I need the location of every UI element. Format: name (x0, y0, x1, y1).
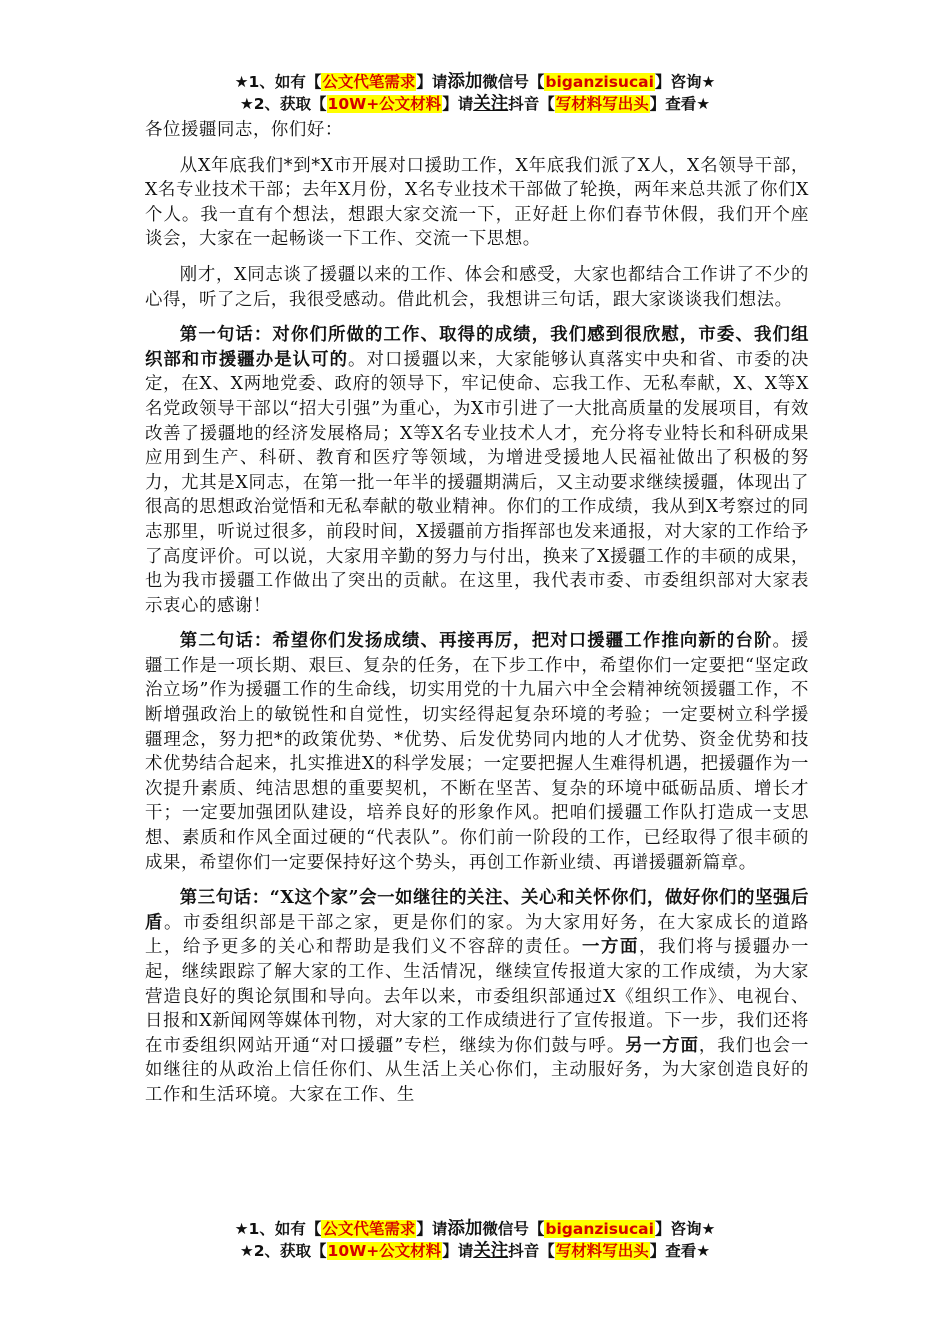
paragraph-intro: 从X年底我们*到*X市开展对口援助工作，X年底我们派了X人，X名领导干部，X名专业技术干部；去年X月份，X名专业技术干部做了轮换，两年来总共派了你们X个人。我一直有个想法，想跟大家交流一下，正好赶上你们春节休假，我们开个座谈会，大家在一起畅谈一下工作、交流一下思想。 (145, 155, 809, 250)
promo-text: 微信号【 (482, 1220, 545, 1238)
speech-body (145, 118, 809, 1119)
paragraph-first-point (145, 323, 809, 618)
on-other-hand: 另一方面 (625, 1035, 699, 1056)
promo-highlight: 公文代笔需求 (322, 1220, 416, 1238)
second-point-text: 。援疆工作是一项长期、艰巨、复杂的任务，在下步工作中，希望你们一定要把“坚定政治立场”作为援疆工作的生命线，切实用党的十九届六中全会精神统领援疆工作，不断增强政治上的敏锐性和自觉性，切实经得起复杂环境的考验；一定要树立科学援疆理念，努力把*的政策优势、*优势、后发优势同内地的人才优势、资金优势和技术优势结合起来，扎实推进X的科学发展；一定要把握人生难得机遇，把援疆作为一次提升素质、纯洁思想的重要契机，不断在坚苦、复杂的环境中砥砺品质、增长才干；一定要加强团队建设，培养良好的形象作风。把咱们援疆工作队打造成一支思想、素质和作风全面过硬的“代表队”。你们前一阶段的工作，已经取得了很丰硕的成果，希望你们一定要保持好这个势头，再创工作新业绩、再谱援疆新篇章。 (145, 631, 809, 873)
promo-text: ★2、获取【 (239, 1242, 327, 1260)
promo-douyin-id: 写材料写出头 (555, 1242, 649, 1260)
promo-line-1 (0, 71, 950, 93)
promo-text: 微信号【 (482, 73, 545, 91)
promo-highlight: 10W+公文材料 (327, 95, 442, 113)
paragraph-third-point (145, 886, 809, 1107)
first-point-heading: 第一句话：对你们所做的工作、取得的成绩，我们感到很欣慰，市委、我们组织部和市援疆办是认可的 (145, 325, 809, 370)
promo-text: 抖音【 (508, 1242, 555, 1260)
promo-text: ★2、获取【 (239, 95, 327, 113)
on-one-hand: 一方面 (582, 937, 639, 958)
promo-emphasis: 关注 (473, 1241, 509, 1261)
promo-highlight: 10W+公文材料 (327, 1242, 442, 1260)
third-point-text-c: ，我们也会一如继往的从政治上信任你们、从生活上关心你们，主动服好务，为大家创造良好的工作和生活环境。大家在工作、生 (145, 1035, 809, 1105)
promo-text: 】请 (442, 1242, 474, 1260)
third-point-text-b: ，我们将与援疆办一起，继续跟踪了解大家的工作、生活情况，继续宣传报道大家的工作成绩，为大家营造良好的舆论氛围和导向。去年以来，市委组织部通过X《组织工作》、电视台、日报和X新闻网等媒体刊物，对大家的工作成绩进行了宣传报道。下一步，我们还将在市委组织网站开通“对口援疆”专栏，继续为你们鼓与呼。 (145, 937, 809, 1056)
first-point-text: 。对口援疆以来，大家能够认真落实中央和省、市委的决定，在X、X两地党委、政府的领导下，牢记使命、忘我工作、无私奉献，X、X等X名党政领导干部以“招大引强”为重心，为X市引进了一大批高质量的发展项目，有效改善了援疆地的经济发展格局；X等X名专业技术人才，充分将专业特长和科研成果应用到生产、科研、教育和医疗等领域，为增进受援地人民福祉做出了积极的努力，尤其是X同志，在第一批一年半的援疆期满后，又主动要求继续援疆，体现出了很高的思想政治觉悟和无私奉献的敬业精神。你们的工作成绩，我从到X考察过的同志那里，听说过很多，前段时间，X援疆前方指挥部也发来通报，对大家的工作给予了高度评价。可以说，大家用辛勤的努力与付出，换来了X援疆工作的丰硕的成果，也为我市援疆工作做出了突出的贡献。在这里，我代表市委、市委组织部对大家表示衷心的感谢！ (145, 349, 809, 616)
third-point-text-a: 。市委组织部是干部之家，更是你们的家。为大家用好务，在大家成长的道路上，给予更多的关心和帮助是我们义不容辞的责任。 (145, 912, 809, 958)
second-point-heading: 第二句话：希望你们发扬成绩、再接再厉，把对口援疆工作推向新的台阶 (179, 631, 773, 652)
promo-douyin-id: 写材料写出头 (555, 95, 649, 113)
promo-highlight: 公文代笔需求 (322, 73, 416, 91)
promo-wechat-id: biganzisucai (545, 1220, 654, 1238)
promo-line-1 (0, 1218, 950, 1240)
promo-text: 】咨询★ (654, 1220, 716, 1238)
paragraph-second-point (145, 629, 809, 875)
promo-text: 】咨询★ (654, 73, 716, 91)
promo-header (0, 71, 950, 115)
promo-text: ★1、如有【 (234, 73, 322, 91)
promo-text: 】请 (416, 73, 448, 91)
promo-line-2 (0, 93, 950, 115)
promo-text: 】请 (416, 1220, 448, 1238)
promo-text: ★1、如有【 (234, 1220, 322, 1238)
third-point-heading: 第三句话：“X这个家”会一如继往的关注、关心和关怀你们，做好你们的坚强后盾 (145, 888, 809, 933)
paragraph-preface: 刚才，X同志谈了援疆以来的工作、体会和感受，大家也都结合工作讲了不少的心得，听了之后，我很受感动。借此机会，我想讲三句话，跟大家谈谈我们想法。 (145, 264, 809, 310)
promo-emphasis: 添加 (447, 1219, 483, 1239)
promo-wechat-id: biganzisucai (545, 73, 654, 91)
promo-emphasis: 关注 (473, 94, 509, 114)
promo-text: 】请 (442, 95, 474, 113)
promo-text: 】查看★ (649, 1242, 711, 1260)
promo-text: 】查看★ (649, 95, 711, 113)
promo-footer (0, 1218, 950, 1262)
promo-text: 抖音【 (508, 95, 555, 113)
greeting: 各位援疆同志，你们好： (145, 120, 343, 140)
promo-line-2 (0, 1240, 950, 1262)
promo-emphasis: 添加 (447, 72, 483, 92)
